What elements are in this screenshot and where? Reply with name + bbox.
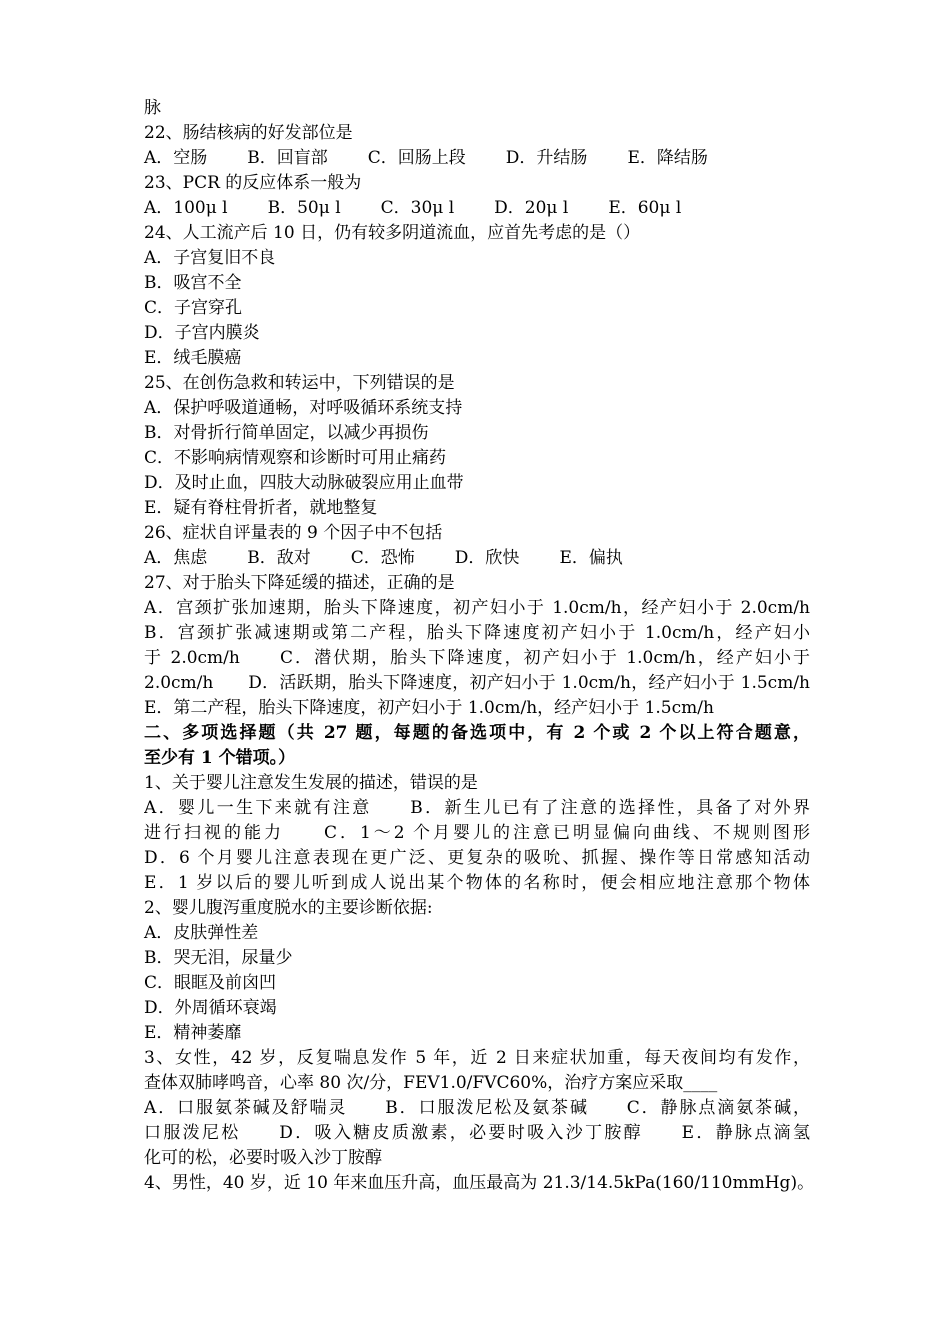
text-line: 口服泼尼松 D．吸入糖皮质激素，必要时吸入沙丁胺醇 E．静脉点滴氢 bbox=[144, 1123, 810, 1143]
option-row bbox=[144, 196, 810, 221]
option-item: A．100μ l bbox=[144, 198, 228, 218]
text-line: C．眼眶及前囟凹 bbox=[144, 973, 277, 993]
text-line: C．子宫穿孔 bbox=[144, 298, 243, 318]
text-line: 2、婴儿腹泻重度脱水的主要诊断依据: bbox=[144, 898, 433, 918]
text-line: E．1 岁以后的婴儿听到成人说出某个物体的名称时，便会相应地注意那个物体 bbox=[144, 873, 810, 893]
text-line: A．婴儿一生下来就有注意 B．新生儿已有了注意的选择性，具备了对外界 bbox=[144, 798, 810, 818]
text-line: A．皮肤弹性差 bbox=[144, 923, 259, 943]
option-row bbox=[144, 546, 810, 571]
text-line: 2.0cm/h D．活跃期，胎头下降速度，初产妇小于 1.0cm/h，经产妇小于 1.5cm/h bbox=[144, 673, 810, 693]
option-row bbox=[144, 146, 810, 171]
text-line: D．6 个月婴儿注意表现在更广泛、更复杂的吸吮、抓握、操作等日常感知活动 bbox=[144, 848, 810, 868]
text-line: 化可的松，必要时吸入沙丁胺醇 bbox=[144, 1148, 382, 1168]
text-line: A．子宫复旧不良 bbox=[144, 248, 276, 268]
text-line: 3、女性，42 岁，反复喘息发作 5 年，近 2 日来症状加重，每天夜间均有发作， bbox=[144, 1048, 810, 1068]
option-item: C．恐怖 bbox=[350, 548, 415, 568]
option-item: A．焦虑 bbox=[144, 548, 208, 568]
text-line: E．疑有脊柱骨折者，就地整复 bbox=[144, 498, 378, 518]
text-line: 进行扫视的能力 C．1～2 个月婴儿的注意已明显偏向曲线、不规则图形 bbox=[144, 823, 810, 843]
option-item: D．欣快 bbox=[454, 548, 520, 568]
option-item: B．敌对 bbox=[247, 548, 311, 568]
text-line: 至少有 1 个错项。） bbox=[144, 748, 296, 768]
text-line: A．口服氨茶碱及舒喘灵 B．口服泼尼松及氨茶碱 C．静脉点滴氨茶碱， bbox=[144, 1098, 810, 1118]
document-page bbox=[144, 96, 815, 1196]
text-line: D．及时止血，四肢大动脉破裂应用止血带 bbox=[144, 473, 464, 493]
text-line: 26、症状自评量表的 9 个因子中不包括 bbox=[144, 523, 443, 543]
text-line: B．哭无泪，尿量少 bbox=[144, 948, 293, 968]
text-line: 二、多项选择题（共 27 题，每题的备选项中，有 2 个或 2 个以上符合题意， bbox=[144, 723, 810, 743]
option-item: D．20μ l bbox=[494, 198, 569, 218]
text-line: 27、对于胎头下降延缓的描述，正确的是 bbox=[144, 573, 455, 593]
text-line: 于 2.0cm/h C．潜伏期，胎头下降速度，初产妇小于 1.0cm/h，经产妇小于 bbox=[144, 648, 810, 668]
text-line: E．第二产程，胎头下降速度，初产妇小于 1.0cm/h，经产妇小于 1.5cm/h bbox=[144, 698, 714, 718]
option-item: B．回盲部 bbox=[247, 148, 328, 168]
option-item: B．50μ l bbox=[267, 198, 341, 218]
text-line: B．吸宫不全 bbox=[144, 273, 242, 293]
text-line: 查体双肺哮鸣音，心率 80 次/分，FEV1.0/FVC60%，治疗方案应采取____ bbox=[144, 1073, 718, 1093]
text-line: E．绒毛膜癌 bbox=[144, 348, 242, 368]
text-line: 脉 bbox=[144, 98, 161, 118]
text-line: 24、人工流产后 10 日，仍有较多阴道流血，应首先考虑的是（） bbox=[144, 223, 641, 243]
text-line: D．子宫内膜炎 bbox=[144, 323, 260, 343]
text-line: D．外周循环衰竭 bbox=[144, 998, 277, 1018]
option-item: D．升结肠 bbox=[505, 148, 588, 168]
option-item: E．偏执 bbox=[559, 548, 623, 568]
option-item: C．30μ l bbox=[380, 198, 455, 218]
text-line: 4、男性，40 岁，近 10 年来血压升高，血压最高为 21.3/14.5kPa(160/110mmHg)。 bbox=[144, 1173, 815, 1193]
text-line: B．对骨折行简单固定，以减少再损伤 bbox=[144, 423, 429, 443]
text-line: A．保护呼吸道通畅，对呼吸循环系统支持 bbox=[144, 398, 463, 418]
text-line: B．宫颈扩张减速期或第二产程，胎头下降速度初产妇小于 1.0cm/h，经产妇小 bbox=[144, 623, 810, 643]
text-line: E．精神萎靡 bbox=[144, 1023, 242, 1043]
option-item: E．60μ l bbox=[608, 198, 682, 218]
text-line: 22、肠结核病的好发部位是 bbox=[144, 123, 353, 143]
text-line: A．宫颈扩张加速期，胎头下降速度，初产妇小于 1.0cm/h，经产妇小于 2.0cm/h bbox=[144, 598, 810, 618]
option-item: C．回肠上段 bbox=[367, 148, 466, 168]
text-line: 25、在创伤急救和转运中，下列错误的是 bbox=[144, 373, 455, 393]
text-line: C．不影响病情观察和诊断时可用止痛药 bbox=[144, 448, 447, 468]
text-line: 1、关于婴儿注意发生发展的描述，错误的是 bbox=[144, 773, 478, 793]
option-item: E．降结肠 bbox=[627, 148, 708, 168]
text-line: 23、PCR 的反应体系一般为 bbox=[144, 173, 362, 193]
option-item: A．空肠 bbox=[144, 148, 208, 168]
